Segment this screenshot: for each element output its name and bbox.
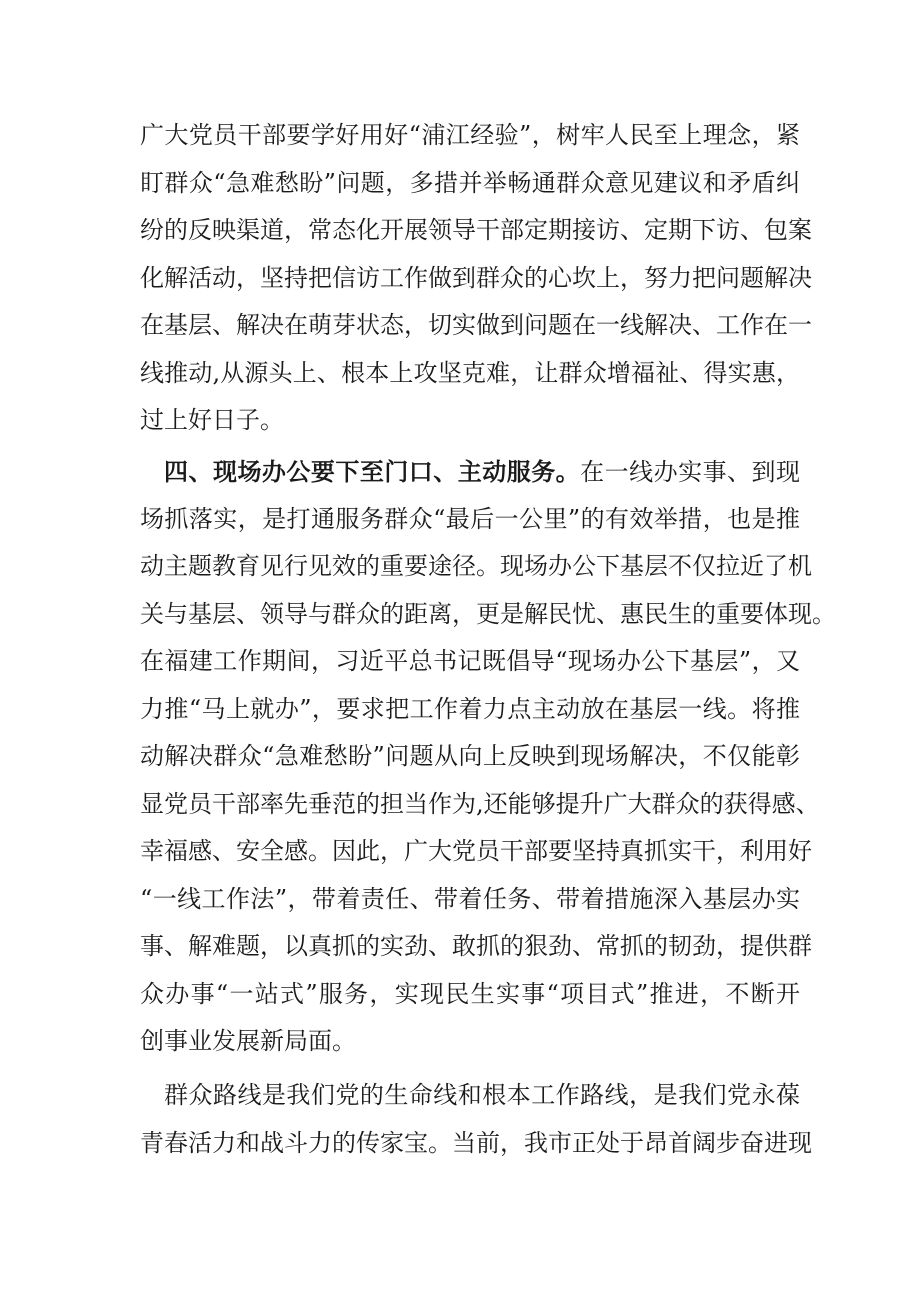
- text-line: “一线工作法”，带着责任、带着任务、带着措施深入基层办实: [140, 884, 800, 913]
- text-line: 盯群众“急难愁盼”问题，多措并举畅通群众意见建议和矛盾纠: [140, 168, 800, 197]
- text-line: 显党员干部率先垂范的担当作为,还能够提升广大群众的获得感、: [140, 789, 820, 818]
- text-line: 关与基层、领导与群众的距离，更是解民忧、惠民生的重要体现。: [140, 599, 836, 628]
- text-line: 事、解难题，以真抓的实劲、敢抓的狠劲、常抓的韧劲，提供群: [140, 932, 812, 960]
- paragraph-1: [140, 112, 812, 445]
- paragraph-3: [140, 1072, 812, 1167]
- text-line: 动解决群众“急难愁盼”问题从向上反映到现场解决，不仅能彰: [140, 742, 800, 770]
- text-line: 线推动,从源头上、根本上攻坚克难，让群众增福祉、得实惠，: [140, 358, 800, 387]
- text-line: 在基层、解决在萌芽状态，切实做到问题在一线解决、工作在一: [140, 311, 812, 339]
- heading-continuation: 在一线办实事、到现: [580, 458, 801, 486]
- text-line: [140, 448, 800, 496]
- text-line: 幸福感、安全感。因此，广大党员干部要坚持真抓实干，利用好: [140, 837, 812, 865]
- text-line: 众办事“一站式”服务，实现民生实事“项目式”推进，不断开: [140, 979, 800, 1008]
- text-line: 化解活动，坚持把信访工作做到群众的心坎上，努力把问题解决: [140, 263, 812, 292]
- section-heading: 四、现场办公要下至门口、主动服务。: [164, 457, 581, 486]
- text-line: 动主题教育见行见效的重要途径。现场办公下基层不仅拉近了机: [140, 552, 812, 580]
- text-line: 创事业发展新局面。: [140, 1027, 356, 1055]
- paragraph-2: [140, 448, 836, 1066]
- text-line: 场抓落实，是打通服务群众“最后一公里”的有效举措，也是推: [140, 504, 800, 533]
- text-line: 青春活力和战斗力的传家宝。当前，我市正处于昂首阔步奋进现: [140, 1128, 812, 1157]
- text-line: 纷的反映渠道，常态化开展领导干部定期接访、定期下访、包案: [140, 216, 812, 244]
- text-line: 力推“马上就办”，要求把工作着力点主动放在基层一线。将推: [140, 694, 800, 723]
- text-line: 广大党员干部要学好用好“浦江经验”，树牢人民至上理念，紧: [140, 121, 800, 149]
- text-line: 过上好日子。: [140, 406, 284, 434]
- text-line: 群众路线是我们党的生命线和根本工作路线，是我们党永葆: [164, 1081, 800, 1109]
- text-line: 在福建工作期间，习近平总书记既倡导“现场办公下基层”，又: [140, 647, 800, 675]
